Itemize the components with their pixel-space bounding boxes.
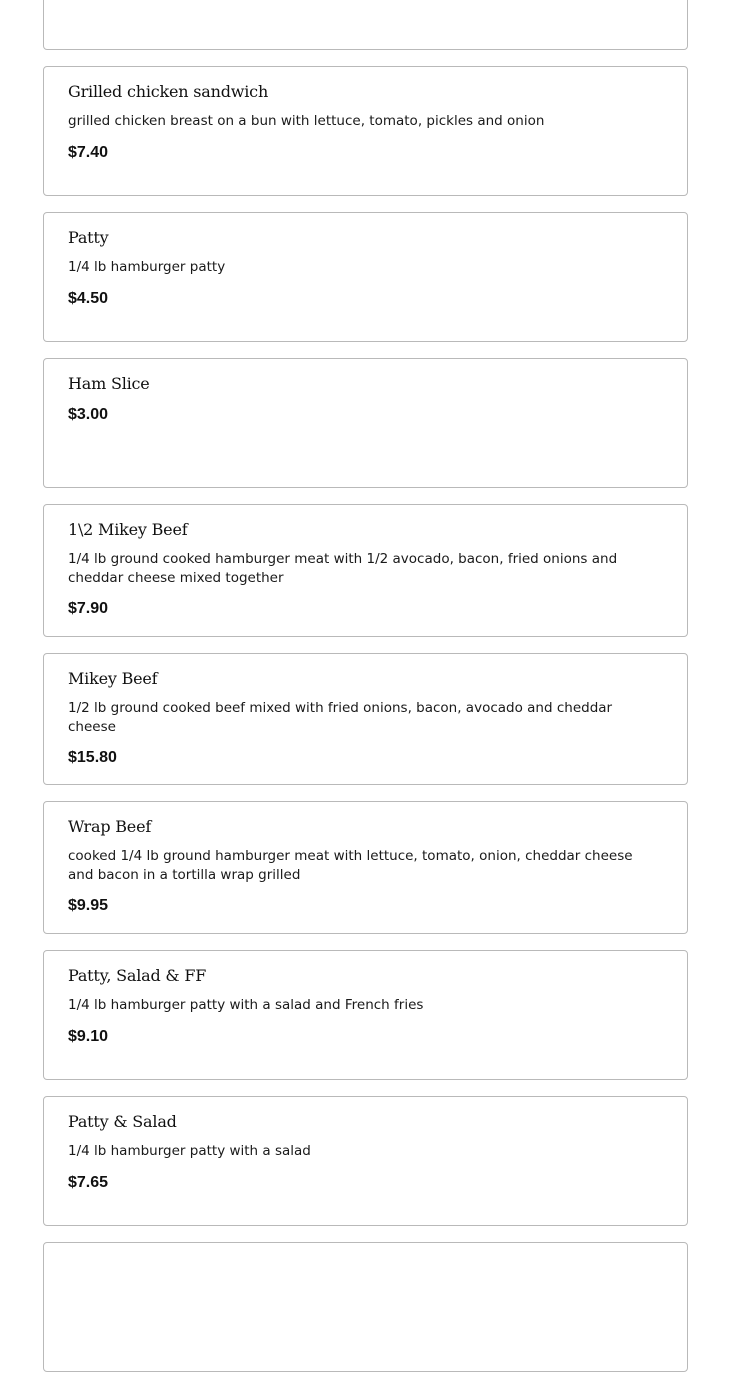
menu-item-name: Patty, Salad & FF xyxy=(68,966,207,985)
menu-item-name: Grilled chicken sandwich xyxy=(68,82,269,101)
menu-item-price: $7.65 xyxy=(68,1173,109,1191)
menu-item-description: 1/4 lb hamburger patty xyxy=(68,259,226,275)
menu-item-card[interactable] xyxy=(43,66,688,196)
menu-item-price: $3.00 xyxy=(68,406,109,423)
menu-item-name: Patty & Salad xyxy=(68,1112,177,1131)
menu-item-description: 1/4 lb hamburger patty with a salad xyxy=(68,1143,311,1159)
menu-item-card[interactable] xyxy=(43,801,688,934)
menu-item-card[interactable] xyxy=(43,212,688,342)
menu-item-description: 1/2 lb ground cooked beef mixed with fried onions, bacon, avocado and cheddar cheese xyxy=(68,700,613,735)
menu-item-price: $9.95 xyxy=(68,897,109,914)
menu-item-description: 1/4 lb ground cooked hamburger meat with 1/2 avocado, bacon, fried onions and cheddar cheese mixed together xyxy=(68,551,618,586)
menu-item-price: $15.80 xyxy=(68,749,117,766)
menu-item-price: $9.10 xyxy=(68,1027,109,1045)
menu-item-card[interactable] xyxy=(43,358,688,488)
menu-item-card[interactable] xyxy=(43,504,688,637)
menu-item-card[interactable] xyxy=(43,1096,688,1226)
menu-item-name: Ham Slice xyxy=(68,374,150,393)
menu-item-price: $7.40 xyxy=(68,143,109,161)
menu-item-price: $7.90 xyxy=(68,600,109,617)
menu-item-description: grilled chicken breast on a bun with lettuce, tomato, pickles and onion xyxy=(68,113,545,129)
menu-item-card[interactable] xyxy=(43,1242,688,1372)
menu-item-name: Mikey Beef xyxy=(68,669,158,688)
menu-item-name: Patty xyxy=(68,228,109,247)
menu-item-card[interactable] xyxy=(43,653,688,785)
menu-item-card[interactable] xyxy=(43,950,688,1080)
menu-item-list xyxy=(43,0,688,1388)
menu-item-name: 1\2 Mikey Beef xyxy=(68,520,188,539)
menu-item-name: Wrap Beef xyxy=(68,817,152,836)
menu-item-description: 1/4 lb hamburger patty with a salad and French fries xyxy=(68,997,424,1013)
menu-item-card[interactable] xyxy=(43,0,688,50)
menu-item-description: cooked 1/4 lb ground hamburger meat with lettuce, tomato, onion, cheddar cheese and bacon in a tortilla wrap grilled xyxy=(68,848,633,883)
menu-item-price: $4.50 xyxy=(68,289,109,307)
